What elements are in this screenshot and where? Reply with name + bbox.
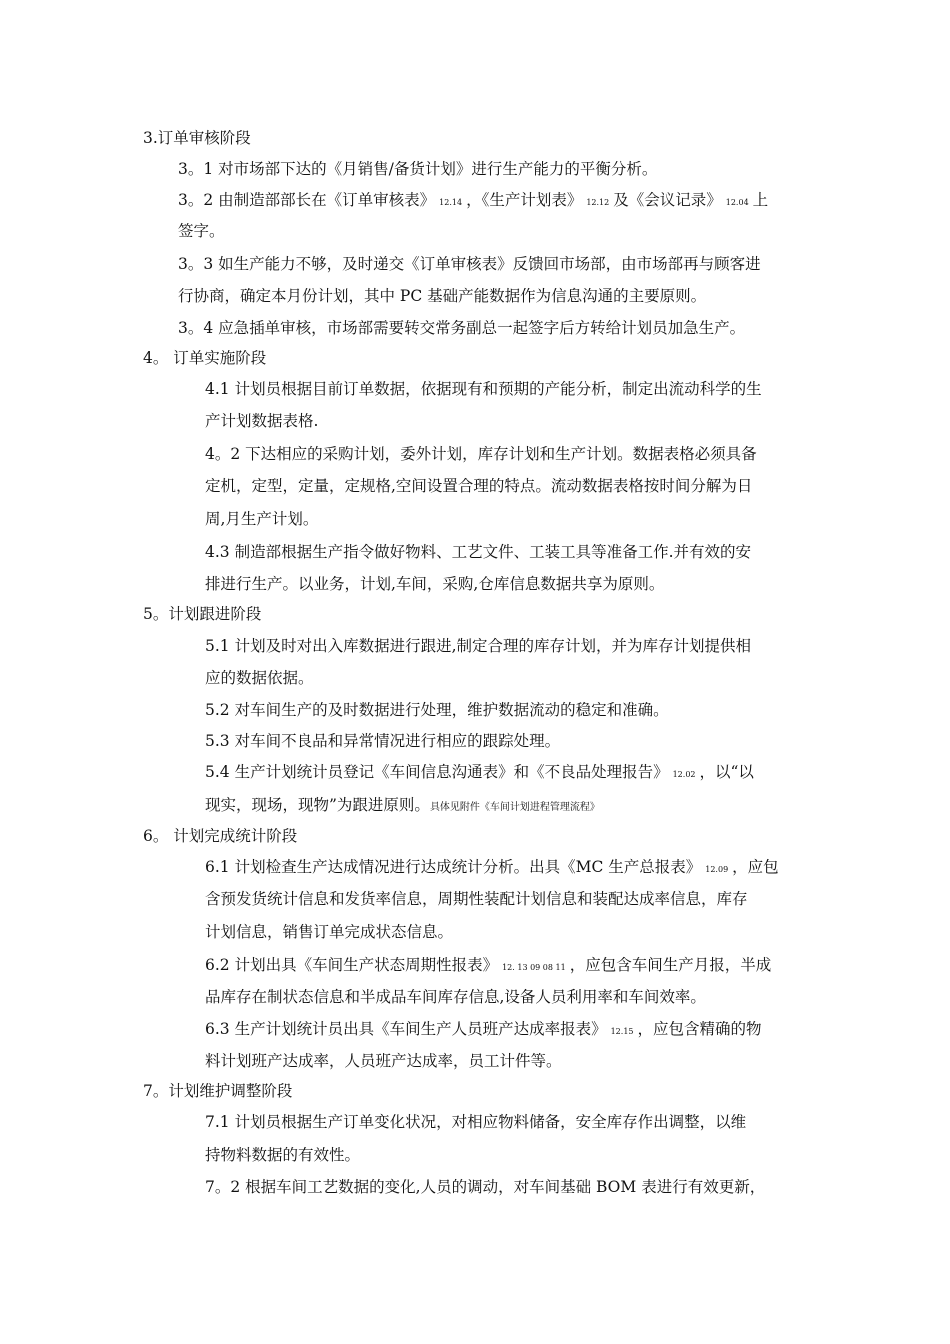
form-ref: 12.09	[705, 865, 729, 874]
section-heading: 4。 订单实施阶段	[143, 349, 267, 367]
paragraph-line: 周,月生产计划。	[205, 510, 319, 528]
form-ref: 12.04	[725, 198, 749, 207]
paragraph-line: 计划信息，销售订单完成状态信息。	[205, 923, 454, 941]
form-ref: 12.14	[439, 198, 463, 207]
paragraph-line: 6.1 计划检查生产达成情况进行达成统计分析。出具《MC 生产总报表》 12.09 ，应包	[205, 858, 779, 876]
paragraph-line: 行协商，确定本月份计划，其中 PC 基础产能数据作为信息沟通的主要原则。	[178, 287, 707, 305]
paragraph-line: 品库存在制状态信息和半成品车间库存信息,设备人员利用率和车间效率。	[205, 988, 706, 1006]
paragraph-line: 持物料数据的有效性。	[205, 1146, 361, 1164]
paragraph-line: 6.2 计划出具《车间生产状态周期性报表》 12. 13 09 08 11 ，应包含车间生产月报，半成	[205, 956, 772, 974]
paragraph-line: 4.3 制造部根据生产指令做好物料、工艺文件、工装工具等准备工作.并有效的安	[205, 543, 752, 561]
section-heading: 5。计划跟进阶段	[143, 605, 262, 623]
paragraph-line: 6.3 生产计划统计员出具《车间生产人员班产达成率报表》 12.15 ，应包含精确的物	[205, 1020, 762, 1038]
paragraph-line: 应的数据依据。	[205, 669, 314, 687]
paragraph-line: 3。3 如生产能力不够，及时递交《订单审核表》反馈回市场部，由市场部再与顾客进	[178, 255, 761, 273]
paragraph-line: 7.1 计划员根据生产订单变化状况，对相应物料储备，安全库存作出调整，以维	[205, 1113, 747, 1131]
paragraph-line: 3。1 对市场部下达的《月销售/备货计划》进行生产能力的平衡分析。	[178, 160, 658, 178]
paragraph-line: 7。2 根据车间工艺数据的变化,人员的调动，对车间基础 BOM 表进行有效更新，	[205, 1178, 766, 1196]
paragraph-line: 排进行生产。以业务，计划,车间，采购,仓库信息数据共享为原则。	[205, 575, 665, 593]
paragraph-line: 产计划数据表格.	[205, 412, 319, 430]
paragraph-line: 5.4 生产计划统计员登记《车间信息沟通表》和《不良品处理报告》 12.02 ，以“以	[205, 763, 754, 781]
paragraph-line: 5.3 对车间不良品和异常情况进行相应的跟踪处理。	[205, 732, 561, 750]
paragraph-line: 4。2 下达相应的采购计划，委外计划，库存计划和生产计划。数据表格必须具备	[205, 445, 757, 463]
section-heading: 6。 计划完成统计阶段	[143, 827, 298, 845]
paragraph-line: 含预发货统计信息和发货率信息，周期性装配计划信息和装配达成率信息，库存	[205, 890, 748, 908]
section-heading: 3.订单审核阶段	[143, 129, 251, 147]
annex-note: 具体见附件《车间计划进程管理流程》	[429, 802, 600, 813]
paragraph-line: 5.2 对车间生产的及时数据进行处理，维护数据流动的稳定和准确。	[205, 701, 669, 719]
section-heading: 7。计划维护调整阶段	[143, 1082, 293, 1100]
form-ref: 12.15	[610, 1027, 634, 1036]
paragraph-line: 5.1 计划及时对出入库数据进行跟进,制定合理的库存计划，并为库存计划提供相	[205, 637, 752, 655]
paragraph-line: 现实，现场，现物”为跟进原则。具体见附件《车间计划进程管理流程》	[205, 796, 600, 814]
form-ref: 12.02	[672, 770, 696, 779]
paragraph-line: 4.1 计划员根据目前订单数据，依据现有和预期的产能分析，制定出流动科学的生	[205, 380, 762, 398]
paragraph-line: 定机，定型，定量，定规格,空间设置合理的特点。流动数据表格按时间分解为日	[205, 477, 753, 495]
form-ref: 12.12	[586, 198, 610, 207]
paragraph-line: 3。2 由制造部部长在《订单审核表》 12.14 ，《生产计划表》 12.12 及《会议记录》 12.04 上	[178, 191, 769, 209]
paragraph-line: 3。4 应急插单审核，市场部需要转交常务副总一起签字后方转给计划员加急生产。	[178, 319, 746, 337]
paragraph-line: 料计划班产达成率，人员班产达成率，员工计件等。	[205, 1052, 562, 1070]
paragraph-line: 签字。	[178, 222, 225, 240]
form-ref: 12. 13 09 08 11	[502, 963, 566, 972]
